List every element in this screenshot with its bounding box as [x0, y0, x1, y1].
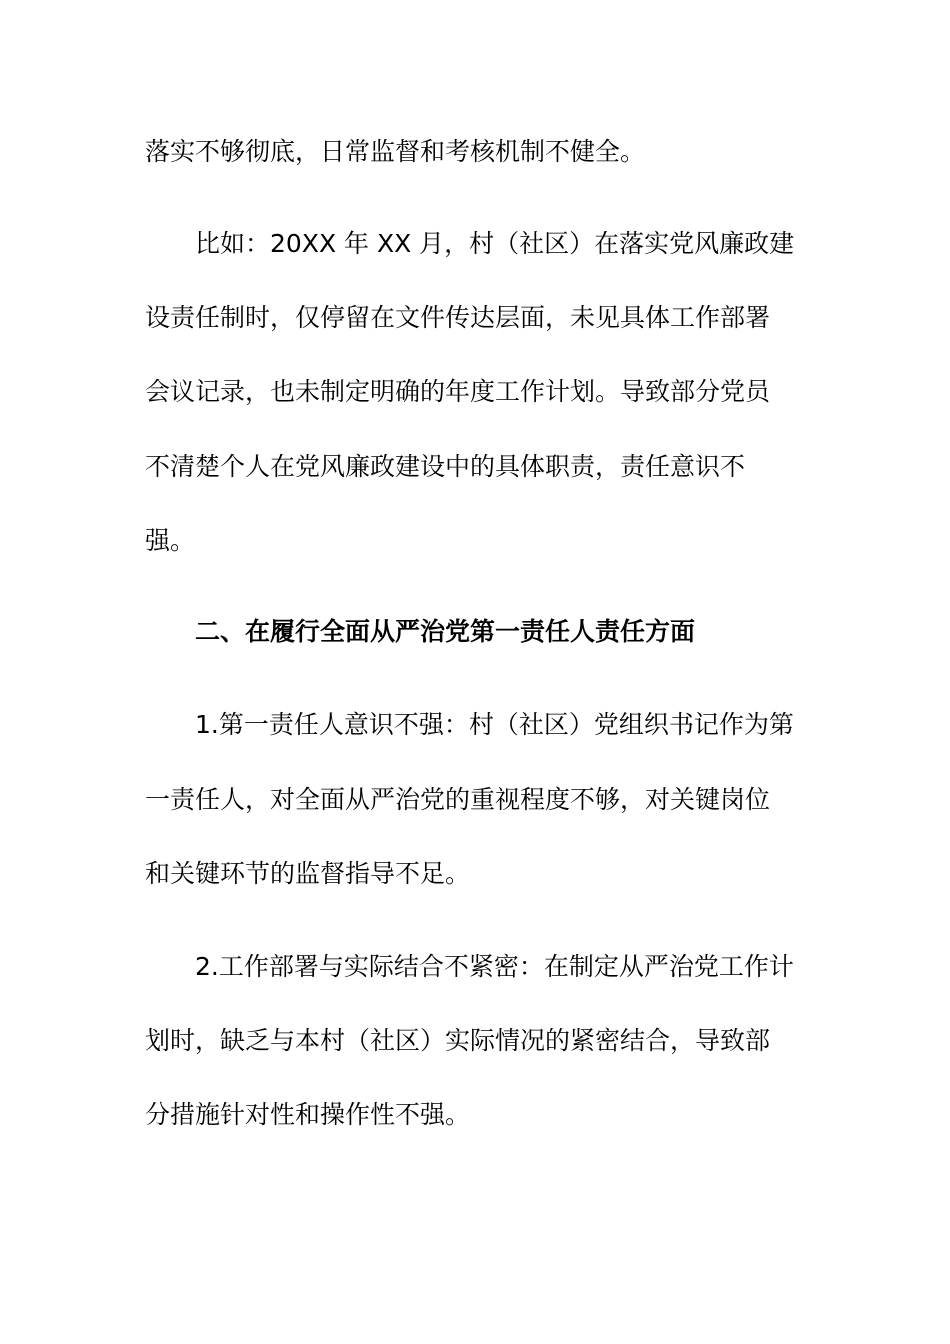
paragraph-line: 落实不够彻底，日常监督和考核机制不健全。 [145, 137, 646, 166]
paragraph-line: 设责任制时，仅停留在文件传达层面，未见具体工作部署 [145, 303, 771, 332]
paragraph-line: 和关键环节的监督指导不足。 [145, 859, 471, 888]
paragraph-line: 不清楚个人在党风廉政建设中的具体职责，责任意识不 [145, 452, 746, 481]
paragraph-line: 分措施针对性和操作性不强。 [145, 1100, 471, 1129]
paragraph-line: 1.第一责任人意识不强：村（社区）党组织书记作为第 [195, 710, 794, 739]
paragraph-line: 会议记录，也未制定明确的年度工作计划。导致部分党员 [145, 377, 771, 406]
paragraph-line: 一责任人，对全面从严治党的重视程度不够，对关键岗位 [145, 785, 771, 814]
section-heading: 二、在履行全面从严治党第一责任人责任方面 [195, 617, 696, 646]
paragraph-line: 划时，缺乏与本村（社区）实际情况的紧密结合，导致部 [145, 1026, 771, 1055]
paragraph-line: 强。 [145, 526, 196, 555]
paragraph-line: 2.工作部署与实际结合不紧密：在制定从严治党工作计 [195, 952, 794, 981]
paragraph-line: 比如：20XX 年 XX 月，村（社区）在落实党风廉政建 [195, 229, 795, 258]
